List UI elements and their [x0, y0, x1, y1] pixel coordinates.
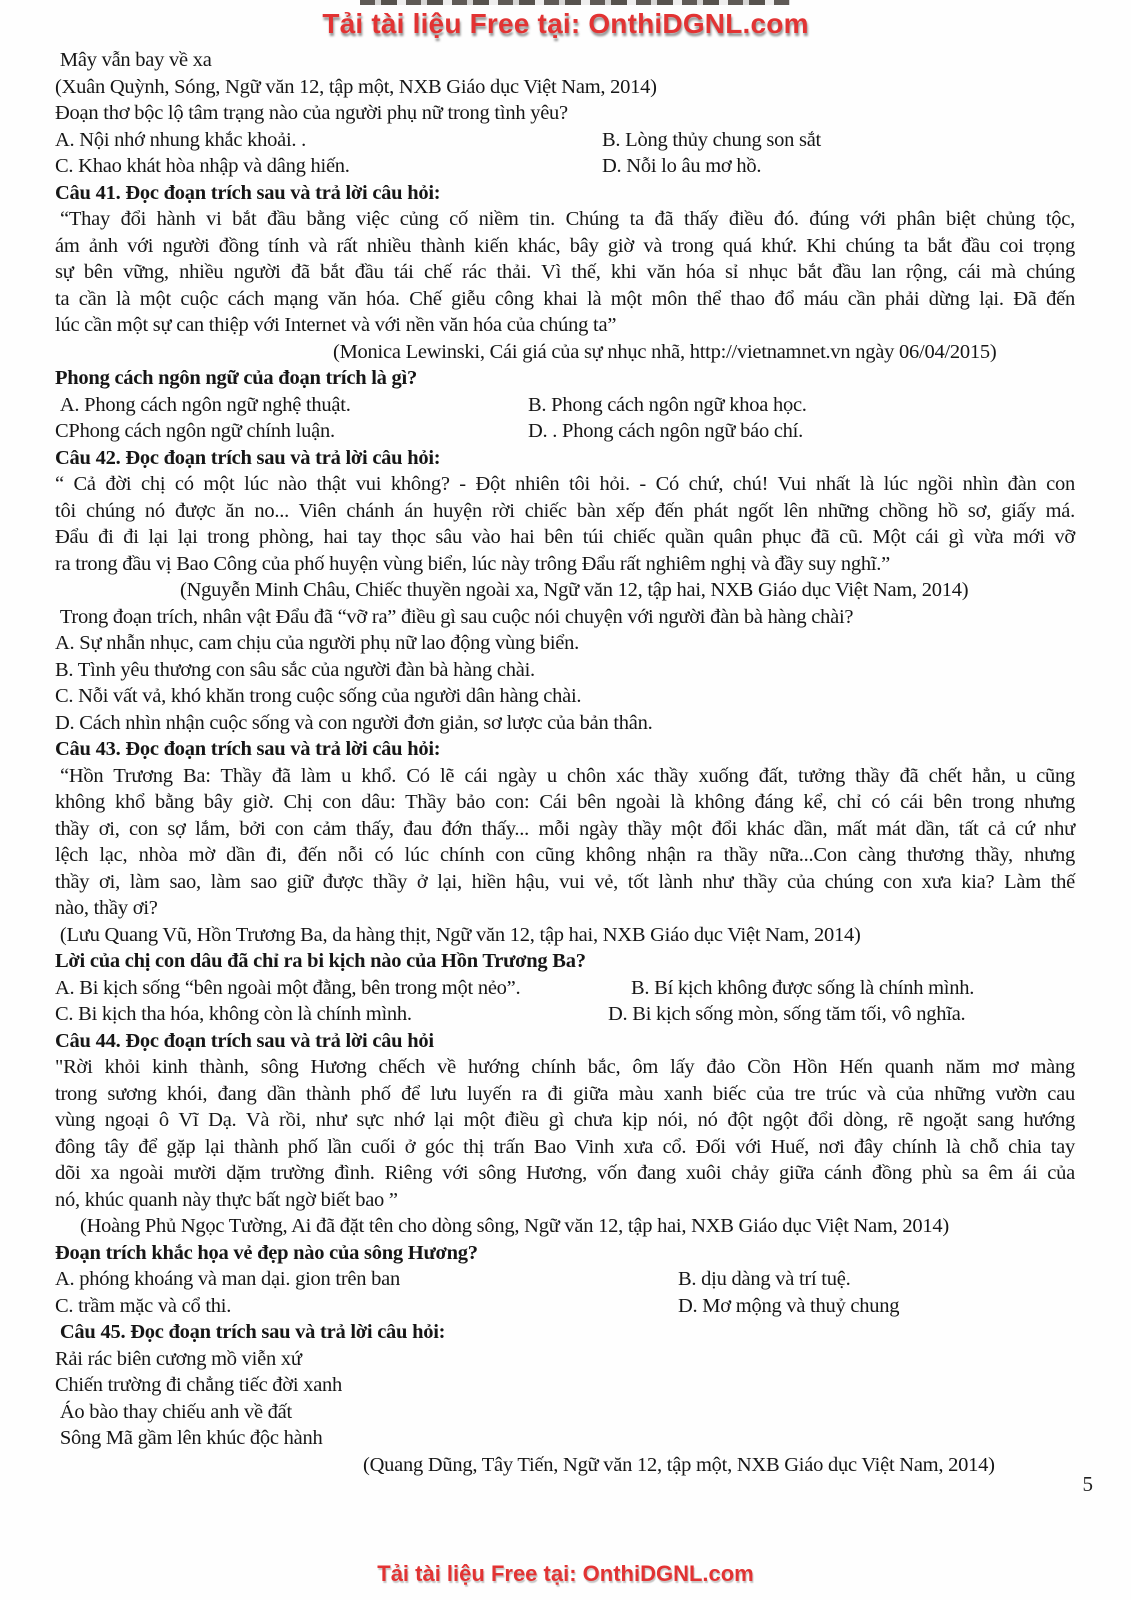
- option-c: CPhong cách ngôn ngữ chính luận.: [55, 420, 335, 442]
- option-d: D. Bi kịch sống mòn, sống tăm tối, vô nghĩa.: [608, 1003, 966, 1025]
- source-citation: (Monica Lewinski, Cái giá của sự nhục nhã, http://vietnamnet.vn ngày 06/04/2015): [333, 340, 997, 363]
- question-text: Đoạn trích khắc họa vẻ đẹp nào của sông Hương?: [55, 1241, 478, 1264]
- options-row: [55, 1266, 1075, 1293]
- passage-line: thầy ơi, con sợ lắm, bởi con cảm thấy, đau đớn thấy... mỗi ngày thầy một đổi khác dần, mất mát dần, tất cả cứ như: [55, 817, 1075, 840]
- source-citation: (Quang Dũng, Tây Tiến, Ngữ văn 12, tập một, NXB Giáo dục Việt Nam, 2014): [363, 1453, 995, 1476]
- passage-line: lúc cần một sự can thiệp với Internet và với nền văn hóa của chúng ta”: [55, 314, 617, 336]
- question-text: Phong cách ngôn ngữ của đoạn trích là gì?: [55, 367, 417, 389]
- options-row: [55, 153, 1075, 180]
- option-a: A. phóng khoáng và man dại. gion trên ban: [55, 1268, 401, 1290]
- passage-line: vùng ngoại ô Vĩ Dạ. Và rồi, như sực nhớ lại một điều gì chưa kịp nói, nó đột ngột đổi dòng, rẽ ngoặt sang hướng: [55, 1109, 1075, 1131]
- options-row: [55, 418, 1075, 445]
- option-d: D. Mơ mộng và thuỷ chung: [678, 1294, 900, 1317]
- passage-line: ám ảnh với người đồng tính và rất nhiều thành kiến khác, bây giờ và trong quá khứ. Khi chúng ta bắt đầu coi trọng: [55, 234, 1075, 257]
- options-row: [55, 975, 1075, 1002]
- options-row: [55, 392, 1075, 419]
- document-body: [55, 47, 1075, 1478]
- passage-line: thầy ơi, làm sao, làm sao giữ được thầy ở lại, hiền hậu, vui vẻ, tốt lành như thầy của chúng con xưa kia? Làm thế: [55, 870, 1075, 893]
- option-a: A. Nội nhớ nhung khắc khoải. .: [55, 128, 307, 151]
- source-citation: (Nguyễn Minh Châu, Chiếc thuyền ngoài xa, Ngữ văn 12, tập hai, NXB Giáo dục Việt Nam, 2014): [180, 579, 969, 601]
- option-b: B. Phong cách ngôn ngữ khoa học.: [528, 393, 807, 416]
- footer-banner: Tải tài liệu Free tại: OnthiDGNL.com: [377, 1561, 754, 1586]
- page-number: 5: [1082, 1472, 1093, 1496]
- option-b: B. Tình yêu thương con sâu sắc của người đàn bà hàng chài.: [55, 658, 535, 681]
- option-a: A. Phong cách ngôn ngữ nghệ thuật.: [55, 393, 351, 416]
- option-a: A. Sự nhẫn nhục, cam chịu của người phụ nữ lao động vùng biển.: [55, 632, 579, 654]
- option-c: C. Bi kịch tha hóa, không còn là chính mình.: [55, 1003, 412, 1025]
- passage-line: sự bên vững, nhiều người đã bắt đầu tái chế rác thải. Vì thế, khi văn hóa sỉ nhục bắt đầu lan rộng, cái mà chúng: [55, 261, 1075, 283]
- passage-line: ta cần là một cuộc cách mạng văn hóa. Chế giễu công khai là một môn thể thao đổ máu cần phải dừng lại. Đã đến: [55, 287, 1075, 310]
- options-row: [55, 1293, 1075, 1320]
- option-c: C. Khao khát hòa nhập và dâng hiến.: [55, 155, 350, 177]
- question-42-heading: Câu 42. Đọc đoạn trích sau và trả lời câu hỏi:: [55, 446, 441, 469]
- poem-line: Áo bào thay chiếu anh về đất: [55, 1400, 292, 1423]
- passage-line: "Rời khỏi kinh thành, sông Hương chếch về hướng chính bắc, ôm lấy đảo Cồn Hồn Hến quanh năm mơ màng: [55, 1056, 1075, 1078]
- options-row: [55, 127, 1075, 154]
- options-row: [55, 1001, 1075, 1028]
- poem-line: Sông Mã gầm lên khúc độc hành: [55, 1427, 323, 1449]
- poem-line: Rải rác biên cương mồ viễn xứ: [55, 1347, 302, 1370]
- option-d: D. Cách nhìn nhận cuộc sống và con người đơn giản, sơ lược của bản thân.: [55, 711, 653, 734]
- source-citation: (Lưu Quang Vũ, Hồn Trương Ba, da hàng thịt, Ngữ văn 12, tập hai, NXB Giáo dục Việt Nam, 2014): [55, 923, 861, 946]
- poem-line: Chiến trường đi chẳng tiếc đời xanh: [55, 1374, 343, 1396]
- option-d: D. . Phong cách ngôn ngữ báo chí.: [528, 420, 804, 442]
- scan-artifact-strip: [360, 0, 790, 5]
- passage-line: lệch lạc, nhòa mờ dần đi, đến nỗi có lúc chính con cũng không nhận ra thầy nữa...Con càng thương thầy, nhưng: [55, 844, 1075, 866]
- option-c: C. Nỗi vất vả, khó khăn trong cuộc sống của người dân hàng chài.: [55, 685, 582, 707]
- passage-line: “Hồn Trương Ba: Thầy đã làm u khổ. Có lẽ cái ngày u chôn xác thầy xuống đất, tưởng thầy đã chết hẳn, u cũng: [60, 764, 1075, 787]
- question-text: Trong đoạn trích, nhân vật Đẩu đã “vỡ ra” điều gì sau cuộc nói chuyện với người đàn bà hàng chài?: [55, 605, 854, 628]
- option-a: A. Bi kịch sống “bên ngoài một đằng, bên trong một nẻo”.: [55, 976, 521, 999]
- question-43-heading: Câu 43. Đọc đoạn trích sau và trả lời câu hỏi:: [55, 738, 441, 760]
- question-text: Lời của chị con dâu đã chỉ ra bi kịch nào của Hồn Trương Ba?: [55, 950, 586, 972]
- passage-line: đông tây để gặp lại thành phố lần cuối ở góc thị trấn Bao Vinh xưa cổ. Đối với Huế, nơi đây chính là chỗ chia tay: [55, 1135, 1075, 1158]
- option-b: B. dịu dàng và trí tuệ.: [678, 1268, 851, 1290]
- question-text: Đoạn thơ bộc lộ tâm trạng nào của người phụ nữ trong tình yêu?: [55, 102, 568, 124]
- passage-line: “Thay đổi hành vi bắt đầu bằng việc củng cố niềm tin. Chúng ta đã thấy điều đó. đúng với phân biệt chủng tộc,: [60, 208, 1075, 230]
- option-c: C. trầm mặc và cổ thi.: [55, 1294, 232, 1317]
- passage-line: nó, khúc quanh này thực bất ngờ biết bao ”: [55, 1188, 398, 1211]
- passage-line: nào, thầy ơi?: [55, 897, 158, 919]
- option-b: B. Lòng thủy chung son sắt: [602, 128, 821, 151]
- source-citation: (Hoàng Phủ Ngọc Tường, Ai đã đặt tên cho dòng sông, Ngữ văn 12, tập hai, NXB Giáo dục Việt Nam, 2014): [80, 1215, 949, 1237]
- question-44-heading: Câu 44. Đọc đoạn trích sau và trả lời câu hỏi: [55, 1029, 434, 1052]
- option-d: D. Nỗi lo âu mơ hồ.: [602, 155, 762, 177]
- question-45-heading: Câu 45. Đọc đoạn trích sau và trả lời câu hỏi:: [55, 1321, 446, 1343]
- passage-line: trong sương khói, đang dần thành phố để lưu luyến ra đi giữa màu xanh biếc của tre trúc và của những vườn cau: [55, 1082, 1075, 1105]
- source-citation: (Xuân Quỳnh, Sóng, Ngữ văn 12, tập một, NXB Giáo dục Việt Nam, 2014): [55, 75, 657, 98]
- option-b: B. Bí kịch không được sống là chính mình.: [631, 976, 975, 999]
- header-banner: Tải tài liệu Free tại: OnthiDGNL.com: [322, 8, 809, 39]
- passage-line: tôi chúng nó được ăn no... Viên chánh án huyện rời chiếc bàn xếp đến phát ngốt lên những chồng hồ sơ, giấy má.: [55, 499, 1075, 522]
- passage-line: dõi xa ngoài mười dặm trường đình. Riêng với sông Hương, vốn đang xuôi chảy giữa cánh đồng phù sa êm ái của: [55, 1162, 1075, 1184]
- poem-line: Mây vẫn bay về xa: [55, 49, 212, 71]
- passage-line: không khổ bằng bây giờ. Chị con dâu: Thầy bảo con: Cái bên ngoài là không đáng kể, chỉ có cái bên trong nhưng: [55, 791, 1075, 813]
- question-41-heading: Câu 41. Đọc đoạn trích sau và trả lời câu hỏi:: [55, 181, 441, 204]
- passage-line: ra trong đầu vị Bao Công của phố huyện vùng biển, lúc này trông Đẩu rất nghiêm nghị và đầy suy nghĩ.”: [55, 552, 890, 575]
- passage-line: “ Cả đời chị có một lúc nào thật vui không? - Đột nhiên tôi hỏi. - Có chứ, chú! Vui nhất là lúc ngồi nhìn đàn con: [55, 473, 1075, 495]
- passage-line: Đẩu đi đi lại lại trong phòng, hai tay thọc sâu vào hai bên túi chiếc quần quân phục đã cũ. Một cái gì vừa mới vỡ: [55, 526, 1075, 548]
